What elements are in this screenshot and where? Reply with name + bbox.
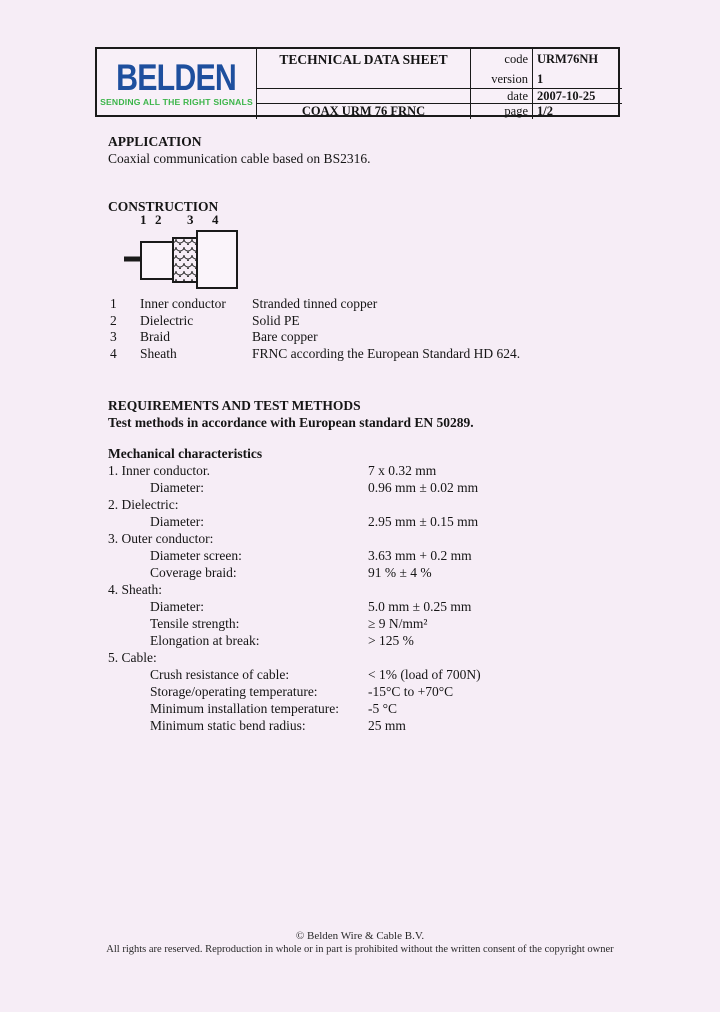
header-spacer-cell bbox=[257, 89, 470, 104]
application-body: Coaxial communication cable based on BS2316. bbox=[108, 151, 371, 166]
legend-row bbox=[110, 329, 550, 346]
mech-label: Diameter: bbox=[150, 480, 204, 495]
mech-label: 1. Inner conductor. bbox=[108, 463, 210, 478]
version-value: 1 bbox=[532, 70, 622, 89]
application-section bbox=[108, 133, 370, 167]
requirements-section bbox=[108, 398, 588, 431]
mech-label: Minimum static bend radius: bbox=[150, 718, 306, 733]
legend-part: Braid bbox=[140, 329, 170, 344]
mech-value: 25 mm bbox=[368, 718, 406, 733]
mech-value: 3.63 mm + 0.2 mm bbox=[368, 548, 472, 563]
belden-logo bbox=[97, 49, 257, 119]
legend-num: 1 bbox=[110, 296, 117, 311]
legend-row bbox=[110, 313, 550, 330]
mech-value: < 1% (load of 700N) bbox=[368, 667, 481, 682]
page-footer bbox=[0, 929, 720, 957]
mech-label: 5. Cable: bbox=[108, 650, 157, 665]
mech-row bbox=[108, 479, 588, 496]
mech-value: -15°C to +70°C bbox=[368, 684, 454, 699]
requirements-heading: REQUIREMENTS AND TEST METHODS bbox=[108, 398, 361, 413]
legend-material: Bare copper bbox=[252, 329, 318, 344]
mech-label: Diameter: bbox=[150, 514, 204, 529]
document-title: TECHNICAL DATA SHEET bbox=[257, 49, 470, 89]
copyright-line: © Belden Wire & Cable B.V. bbox=[295, 930, 425, 942]
mech-value: -5 °C bbox=[368, 701, 398, 716]
mech-row bbox=[108, 717, 588, 734]
mech-row bbox=[108, 615, 588, 632]
legend-part: Dielectric bbox=[140, 312, 194, 328]
diagram-label-3: 3 bbox=[187, 212, 194, 227]
sheath-shape bbox=[197, 231, 237, 288]
product-title: COAX URM 76 FRNC bbox=[301, 104, 426, 118]
code-value: URM76NH bbox=[532, 49, 622, 70]
mech-value: 5.0 mm ± 0.25 mm bbox=[368, 599, 472, 614]
mech-row bbox=[108, 649, 588, 666]
mech-row bbox=[108, 581, 588, 598]
rights-line: All rights are reserved. Reproduction in whole or in part is prohibited without the written consent of the copyright owner bbox=[106, 944, 614, 955]
date-value: 2007-10-25 bbox=[532, 89, 622, 104]
mech-value: ≥ 9 N/mm² bbox=[368, 616, 428, 631]
mech-label: Diameter screen: bbox=[150, 548, 242, 563]
mech-row bbox=[108, 700, 588, 717]
mech-value bbox=[368, 530, 588, 547]
mech-row bbox=[108, 632, 588, 649]
belden-logo-tagline: SENDING ALL THE RIGHT SIGNALS bbox=[100, 97, 253, 107]
legend-num: 3 bbox=[110, 329, 117, 344]
legend-num: 2 bbox=[110, 312, 117, 328]
mech-row bbox=[108, 683, 588, 700]
mech-value: 2.95 mm ± 0.15 mm bbox=[368, 514, 479, 529]
mech-row bbox=[108, 598, 588, 615]
legend-row bbox=[110, 296, 550, 313]
mech-label: Coverage braid: bbox=[150, 565, 237, 580]
legend-num: 4 bbox=[110, 345, 117, 361]
mech-value: 91 % ± 4 % bbox=[368, 565, 432, 580]
construction-legend bbox=[110, 296, 550, 362]
legend-material: Stranded tinned copper bbox=[252, 296, 378, 311]
mech-label: Storage/operating temperature: bbox=[150, 684, 318, 699]
requirements-subheading: Test methods in accordance with European standard EN 50289. bbox=[108, 414, 474, 430]
header-table bbox=[95, 47, 620, 117]
legend-part: Sheath bbox=[140, 345, 177, 361]
belden-logo-wordmark: BELDEN bbox=[116, 57, 237, 98]
page-label: page bbox=[470, 104, 532, 119]
legend-material: Solid PE bbox=[252, 312, 300, 328]
diagram-label-1: 1 bbox=[140, 212, 147, 227]
application-heading: APPLICATION bbox=[108, 134, 202, 149]
mech-label: Minimum installation temperature: bbox=[150, 701, 339, 716]
inner-conductor-shape bbox=[124, 257, 142, 262]
mech-row bbox=[108, 547, 588, 564]
legend-part: Inner conductor bbox=[140, 296, 226, 311]
code-label: code bbox=[470, 49, 532, 70]
mech-row bbox=[108, 462, 588, 479]
mech-label: Crush resistance of cable: bbox=[150, 667, 290, 682]
mech-label: 4. Sheath: bbox=[108, 582, 162, 597]
diagram-label-4: 4 bbox=[212, 212, 219, 227]
cable-diagram bbox=[120, 212, 260, 291]
version-label: version bbox=[470, 70, 532, 89]
page-value: 1/2 bbox=[532, 104, 622, 119]
legend-row bbox=[110, 346, 550, 363]
legend-material: FRNC according the European Standard HD 624. bbox=[252, 345, 521, 361]
mechanical-characteristics-heading: Mechanical characteristics bbox=[108, 446, 263, 461]
cable-cross-section-drawing bbox=[120, 229, 250, 291]
mech-row bbox=[108, 496, 588, 513]
dielectric-shape bbox=[141, 242, 173, 279]
date-label: date bbox=[470, 89, 532, 104]
mech-label: Diameter: bbox=[150, 599, 204, 614]
mech-row bbox=[108, 513, 588, 530]
mech-label: 3. Outer conductor: bbox=[108, 531, 214, 546]
mech-label: Tensile strength: bbox=[150, 616, 240, 631]
mech-row bbox=[108, 666, 588, 683]
mech-value: > 125 % bbox=[368, 633, 414, 648]
mech-label: Elongation at break: bbox=[150, 633, 260, 648]
construction-heading: CONSTRUCTION bbox=[108, 199, 219, 214]
mech-label: 2. Dielectric: bbox=[108, 497, 179, 512]
braid-shape bbox=[173, 238, 197, 282]
mech-value: 7 x 0.32 mm bbox=[368, 463, 437, 478]
mech-value bbox=[368, 581, 588, 598]
mechanical-characteristics-list bbox=[108, 462, 588, 734]
diagram-number-labels bbox=[120, 212, 260, 228]
mech-value bbox=[368, 649, 588, 666]
mech-value bbox=[368, 496, 588, 513]
mech-row bbox=[108, 564, 588, 581]
mech-row bbox=[108, 530, 588, 547]
mech-value: 0.96 mm ± 0.02 mm bbox=[368, 480, 479, 495]
diagram-label-2: 2 bbox=[155, 212, 162, 227]
